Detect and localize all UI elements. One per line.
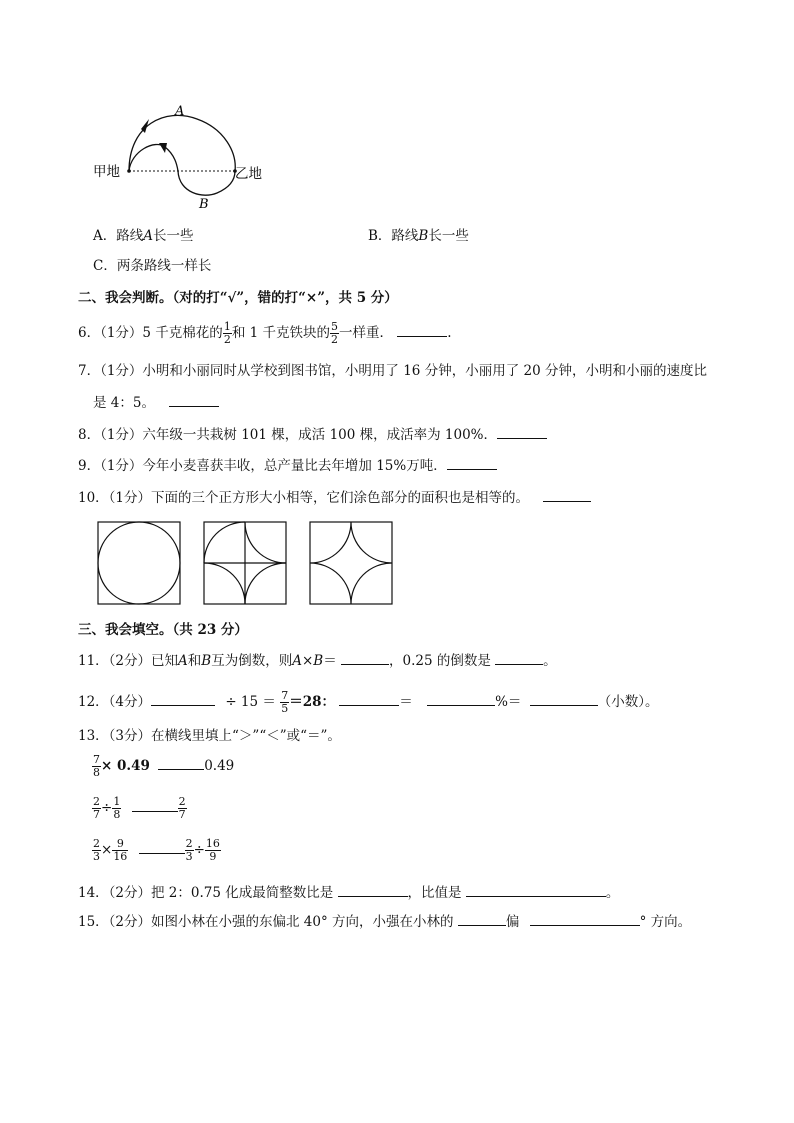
- q12-f-num: 7: [281, 689, 289, 702]
- q15-blank-1[interactable]: [458, 913, 506, 926]
- q6-f1-num: 1: [223, 320, 231, 333]
- q12-div: ÷ 15 ＝: [225, 694, 276, 710]
- section-2-title: 二、我会判断。（对的打“√”，错的打“×”，共 5 分）: [78, 290, 398, 306]
- option-b-pre: B．路线: [368, 228, 419, 244]
- q13-row-3: [92, 838, 221, 863]
- q11-expr-a: A: [292, 653, 302, 669]
- q11-blank-2[interactable]: [495, 652, 543, 665]
- q11-eq: ＝: [323, 653, 337, 669]
- q13-r1-op: × 0.49: [101, 758, 150, 774]
- q13-r2-rn: 2: [178, 795, 186, 808]
- q11-and: 和: [187, 653, 202, 669]
- route-b-label: B: [199, 197, 209, 212]
- q13-r1-num: 7: [93, 753, 100, 766]
- q13-r2-blank[interactable]: [132, 799, 178, 812]
- route-a-label: A: [175, 104, 185, 119]
- end-label: 乙地: [235, 166, 262, 182]
- q15-mid: 偏: [505, 914, 520, 930]
- question-7-line-1: 7．（1分）小明和小丽同时从学校到图书馆，小明用了 16 分钟，小丽用了 20 分钟，小明和小丽的速度比: [78, 363, 707, 379]
- question-9: [78, 457, 497, 475]
- q12-f-den: 5: [281, 702, 289, 715]
- q11-mid2: ，0.25 的倒数是: [388, 653, 491, 669]
- q13-r3-fraction-2: [112, 838, 128, 863]
- q6-f1-den: 2: [223, 333, 231, 346]
- q13-r2-d2: 8: [113, 808, 121, 821]
- q13-r3-n2: 9: [112, 838, 128, 851]
- q13-r2-d1: 7: [93, 808, 100, 821]
- q12-blank-1[interactable]: [151, 693, 215, 706]
- question-7-line-2: [93, 394, 219, 412]
- q13-r3-rn1: 2: [185, 837, 193, 850]
- option-a-post: 长一些: [153, 228, 194, 244]
- q13-r3-fraction-4: [205, 838, 221, 863]
- q7-answer-blank[interactable]: [169, 394, 219, 407]
- q13-r3-fraction-3: [185, 838, 194, 863]
- question-13-title: 13．（3分）在横线里填上“＞”“＜”或“＝”。: [78, 728, 341, 744]
- q13-r1-rhs: 0.49: [204, 758, 235, 774]
- q11-var-a: A: [178, 653, 188, 669]
- q15-end: ° 方向。: [639, 914, 692, 930]
- square-2-arc-bottom-left: [204, 563, 245, 604]
- route-b-arrow-icon: [159, 143, 167, 153]
- q13-r2-n2: 1: [113, 795, 121, 808]
- option-a-pre: A．路线: [93, 228, 144, 244]
- q6-f2-num: 5: [330, 320, 338, 333]
- q13-r2-n1: 2: [93, 795, 100, 808]
- q12-blank-4[interactable]: [530, 693, 598, 706]
- q6-mid: 和 1 千克铁块的: [231, 325, 330, 341]
- start-point: [127, 169, 131, 173]
- q13-r2-op: ÷: [101, 800, 113, 816]
- q13-row-2: [92, 796, 187, 821]
- q13-r3-fraction-1: [92, 838, 101, 863]
- question-10: [78, 489, 591, 507]
- q11-expr-b: B: [313, 653, 324, 669]
- q13-r2-fraction-2: [112, 796, 121, 821]
- q13-r1-fraction: [92, 754, 101, 779]
- question-11: [78, 652, 557, 670]
- q13-r3-n1: 2: [93, 837, 100, 850]
- q12-blank-2[interactable]: [339, 693, 399, 706]
- q15-blank-2[interactable]: [530, 913, 640, 926]
- q13-r3-blank[interactable]: [139, 841, 185, 854]
- q14-mid: ，比值是: [407, 885, 462, 901]
- option-a-var: A: [143, 228, 153, 244]
- q14-blank-2[interactable]: [466, 884, 606, 897]
- q6-f2-den: 2: [330, 333, 338, 346]
- q12-blank-3[interactable]: [427, 693, 495, 706]
- q11-mid: 互为倒数，则: [211, 653, 293, 669]
- q11-var-b: B: [201, 653, 212, 669]
- route-b-first-arc: [129, 144, 178, 171]
- question-8: [78, 426, 547, 444]
- q15-pre: 15．（2分）如图小林在小强的东偏北 40° 方向，小强在小林的: [78, 914, 454, 930]
- option-b-var: B: [418, 228, 429, 244]
- section-3-title: 三、我会填空。（共 23 分）: [78, 622, 248, 638]
- q13-r3-rd1: 3: [185, 850, 193, 863]
- q6-pre: 6．（1分）5 千克棉花的: [78, 325, 223, 341]
- q13-row-1: [92, 754, 234, 779]
- q13-r3-rd2: 9: [209, 850, 217, 863]
- square-2-arc-top-right: [245, 522, 286, 563]
- q13-r2-rd: 7: [178, 808, 186, 821]
- q13-r3-d2: 16: [113, 850, 128, 863]
- q10-answer-blank[interactable]: [543, 489, 591, 502]
- q14-blank-1[interactable]: [338, 884, 408, 897]
- q12-eq28: ＝28：: [289, 694, 335, 710]
- q9-answer-blank[interactable]: [447, 457, 497, 470]
- question-14: [78, 884, 619, 902]
- square-3-star: [310, 522, 392, 604]
- question-12: [78, 690, 658, 715]
- q10-text: 10．（1分）下面的三个正方形大小相等，它们涂色部分的面积也是相等的。: [78, 490, 530, 506]
- q13-r3-op2: ÷: [193, 842, 205, 858]
- question-15: [78, 913, 691, 931]
- square-2-arc-top-left: [204, 522, 245, 563]
- q13-r3-op: ×: [101, 842, 113, 858]
- option-a[interactable]: [93, 227, 194, 245]
- q12-fraction: [280, 690, 289, 715]
- option-b[interactable]: [368, 227, 469, 245]
- q11-blank-1[interactable]: [341, 652, 389, 665]
- q13-r3-d1: 3: [93, 850, 100, 863]
- q12-pct: %＝: [495, 694, 522, 710]
- q6-answer-blank[interactable]: [397, 324, 447, 337]
- q8-text: 8．（1分）六年级一共栽树 101 棵，成活 100 棵，成活率为 100%．: [78, 427, 498, 443]
- q13-r1-blank[interactable]: [158, 757, 204, 770]
- q6-fraction-2: [330, 321, 339, 346]
- q13-r1-den: 8: [93, 766, 100, 779]
- q13-r3-rn2: 16: [205, 837, 220, 850]
- route-a-arc: [129, 115, 235, 171]
- q11-times: ×: [301, 653, 314, 669]
- q11-end: 。: [543, 653, 557, 669]
- option-b-post: 长一些: [428, 228, 469, 244]
- q13-r2-fraction-1: [92, 796, 101, 821]
- squares-figure: [96, 520, 396, 606]
- route-b-second-arc: [178, 171, 235, 195]
- q7-line-2-text: 是 4：5。: [93, 395, 155, 411]
- q13-r2-fraction-rhs: [178, 796, 187, 821]
- q12-pre: 12．（4分）: [78, 694, 152, 710]
- q12-post: （小数）。: [597, 694, 659, 710]
- option-c[interactable]: C．两条路线一样长: [93, 258, 212, 274]
- question-6: [78, 321, 452, 346]
- q8-answer-blank[interactable]: [497, 426, 547, 439]
- q14-pre: 14．（2分）把 2：0.75 化成最简整数比是: [78, 885, 334, 901]
- q9-text: 9．（1分）今年小麦喜获丰收，总产量比去年增加 15%万吨．: [78, 458, 447, 474]
- start-label: 甲地: [93, 164, 120, 180]
- square-1-circle: [98, 522, 180, 604]
- q6-end: .: [447, 325, 452, 341]
- q6-fraction-1: [223, 321, 232, 346]
- q14-end: 。: [605, 885, 620, 901]
- q12-eq: ＝: [399, 694, 413, 710]
- square-2-arc-bottom-right: [245, 563, 286, 604]
- q11-pre: 11．（2分）已知: [78, 653, 179, 669]
- square-3: [310, 522, 392, 604]
- q6-post: 一样重．: [338, 325, 393, 341]
- route-diagram: [85, 95, 285, 215]
